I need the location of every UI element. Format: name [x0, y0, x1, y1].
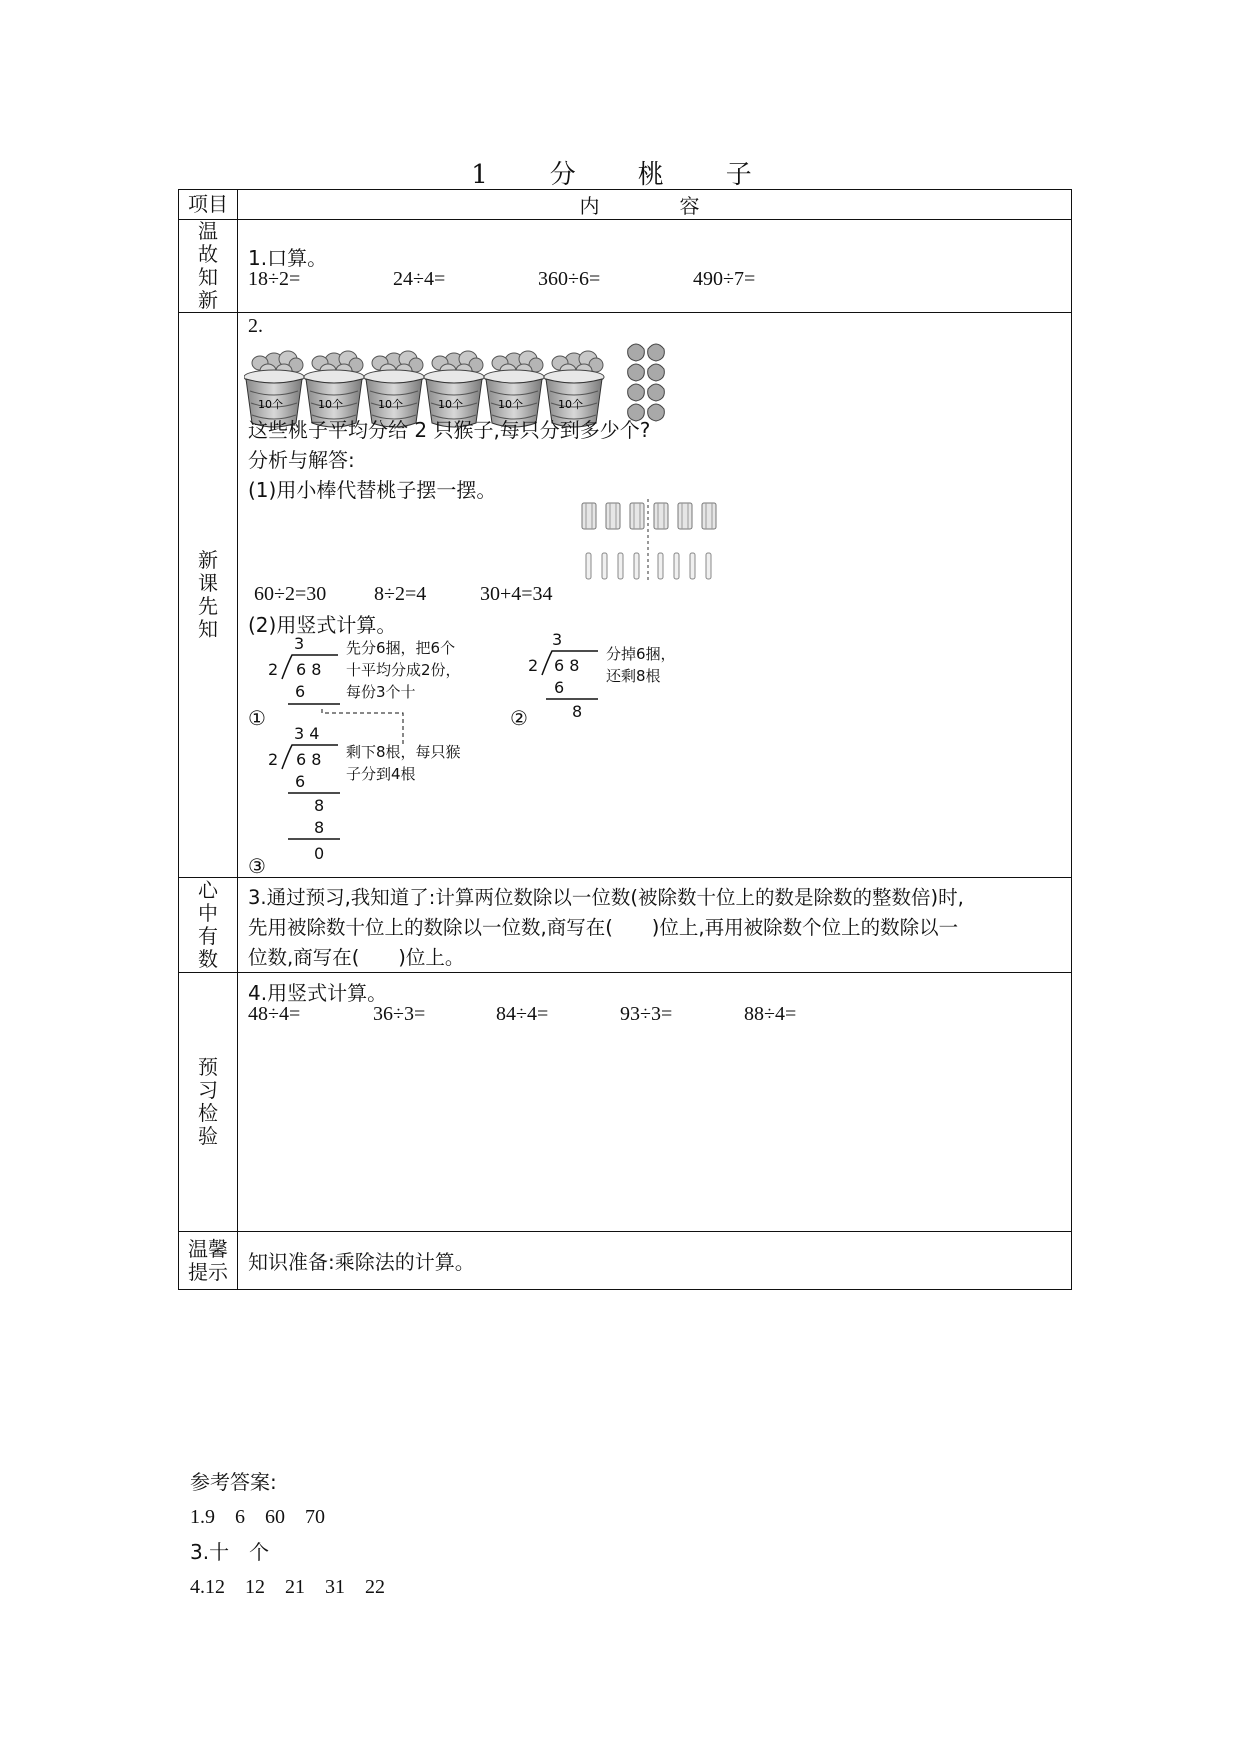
newlesson-cell	[238, 313, 1072, 878]
svg-text:10个: 10个	[498, 398, 523, 411]
step-circle-3: ③	[248, 854, 266, 877]
step1-text: (1)用小棒代替桃子摆一摆。	[248, 478, 497, 502]
note: 每份3个十	[346, 683, 416, 701]
header-project: 项目	[179, 190, 238, 220]
step2-text: (2)用竖式计算。	[248, 613, 397, 637]
warmup-problem: 24÷4=	[393, 268, 446, 290]
svg-text:10个: 10个	[378, 398, 403, 411]
subtrahend: 6	[295, 772, 306, 791]
quotient: 3	[294, 634, 305, 653]
dividend: 6 8	[554, 656, 580, 675]
subtrahend: 8	[314, 818, 325, 837]
remainder: 8	[314, 796, 325, 815]
answer-3: 3.十 个	[190, 1540, 270, 1564]
svg-text:10个: 10个	[438, 398, 463, 411]
equation: 8÷2=4	[374, 583, 427, 605]
step-circle-2: ②	[510, 706, 528, 730]
summary-line: 先用被除数十位上的数除以一位数,商写在( )位上,再用被除数个位上的数除以一	[248, 916, 959, 939]
summary-line: 位数,商写在( )位上。	[248, 946, 465, 969]
answer-key	[190, 1465, 385, 1605]
divisor: 2	[268, 660, 279, 679]
note: 分掉6捆，	[606, 645, 676, 663]
equation: 60÷2=30	[254, 583, 327, 605]
equation: 30+4=34	[480, 583, 553, 605]
quotient: 3	[552, 633, 563, 649]
row-label-check: 预习检验	[179, 973, 238, 1232]
svg-text:10个: 10个	[558, 398, 583, 411]
page-title: 1 分 桃 子	[471, 160, 770, 190]
answer-4: 4.12 12 21 31 22	[190, 1576, 385, 1598]
warmup-cell	[238, 220, 1072, 313]
check-problem: 36÷3=	[373, 1003, 426, 1025]
svg-text:10个: 10个	[318, 398, 343, 411]
header-content: 内 容	[238, 190, 1072, 220]
remainder: 8	[572, 702, 583, 721]
note: 还剩8根	[606, 667, 661, 685]
tips-cell	[238, 1232, 1072, 1290]
warmup-problem: 360÷6=	[538, 268, 601, 290]
sticks-illustration	[580, 499, 720, 585]
warmup-problem: 490÷7=	[693, 268, 756, 290]
long-division-diagram	[238, 633, 798, 877]
row-label-summary: 心中有数	[179, 878, 238, 973]
row-label-tips: 温馨提示	[179, 1232, 238, 1290]
dividend: 6 8	[296, 750, 322, 769]
svg-text:10个: 10个	[258, 398, 283, 411]
tips-text: 知识准备:乘除法的计算。	[248, 1250, 475, 1274]
check-problem: 93÷3=	[620, 1003, 673, 1025]
lesson-table	[178, 189, 1072, 1290]
subtrahend: 6	[295, 682, 306, 701]
note: 十平均分成2份，	[346, 661, 461, 679]
quotient: 3 4	[294, 724, 320, 743]
check-heading: 4.用竖式计算。	[248, 981, 388, 1005]
answer-1: 1.9 6 60 70	[190, 1506, 325, 1528]
remainder: 0	[314, 844, 325, 863]
note: 剩下8根，每只猴	[346, 743, 461, 761]
divisor: 2	[268, 750, 279, 769]
check-problem: 84÷4=	[496, 1003, 549, 1025]
summary-line: 3.通过预习,我知道了:计算两位数除以一位数(被除数十位上的数是除数的整数倍)时,	[248, 886, 964, 909]
answers-heading: 参考答案:	[190, 1470, 277, 1494]
check-problem: 48÷4=	[248, 1003, 301, 1025]
analysis-heading: 分析与解答:	[248, 448, 355, 472]
row-label-warmup: 温故知新	[179, 220, 238, 313]
subtrahend: 6	[554, 678, 565, 697]
step-circle-1: ①	[248, 706, 266, 730]
check-cell	[238, 973, 1072, 1232]
note: 子分到4根	[346, 765, 416, 783]
dividend: 6 8	[296, 660, 322, 679]
divisor: 2	[528, 656, 539, 675]
loose-peaches-icon	[628, 344, 665, 421]
word-problem: 这些桃子平均分给 2 只猴子,每只分到多少个?	[248, 418, 651, 442]
note: 先分6捆，把6个	[346, 639, 456, 657]
warmup-problem: 18÷2=	[248, 268, 301, 290]
summary-cell	[238, 878, 1072, 973]
row-label-newlesson: 新课先知	[179, 313, 238, 878]
check-problem: 88÷4=	[744, 1003, 797, 1025]
problem-number: 2.	[248, 315, 263, 337]
warmup-heading: 1.口算。	[248, 246, 328, 270]
